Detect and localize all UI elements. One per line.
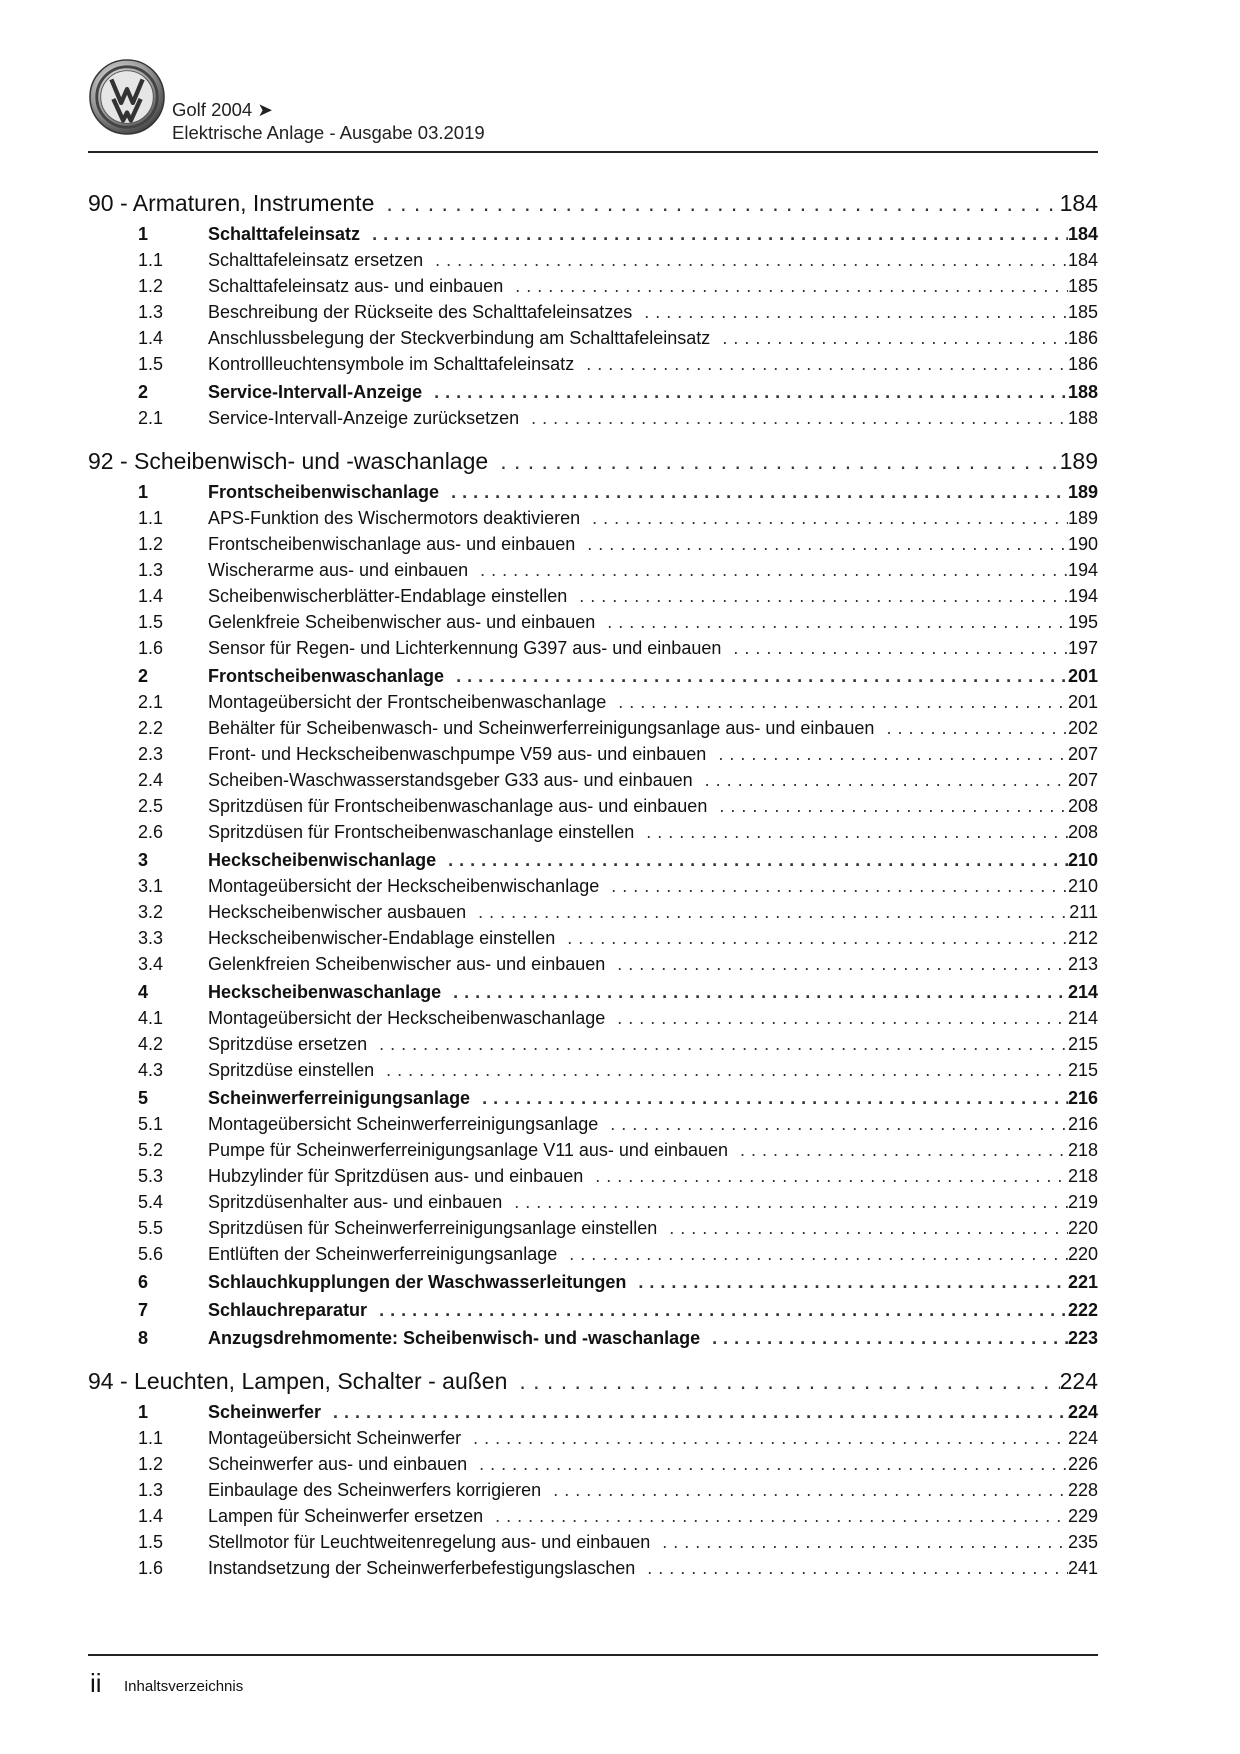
dot-leader (635, 1558, 1068, 1579)
dot-leader (693, 770, 1068, 791)
toc-entry-title: Scheibenwischerblätter-Endablage einstellen (208, 586, 568, 606)
toc-entry-number: 3.2 (138, 902, 164, 922)
dot-leader (466, 902, 1069, 923)
toc-entry-title: Anschlussbelegung der Steckverbindung am Schalttafeleinsatz (208, 328, 711, 348)
dot-leader (707, 796, 1068, 817)
toc-sub[interactable] (88, 354, 1098, 380)
toc-entry-number: 2.5 (138, 796, 164, 816)
toc-sub[interactable] (88, 1034, 1098, 1060)
dot-leader (483, 1506, 1068, 1527)
toc-sub[interactable] (88, 1244, 1098, 1270)
toc-sub[interactable] (88, 534, 1098, 560)
toc-sub[interactable] (88, 1454, 1098, 1480)
toc-entry-page: 221 (1067, 1272, 1098, 1292)
toc-entry-title: Montageübersicht der Frontscheibenwaschanlage (208, 692, 607, 712)
footer-label: Inhaltsverzeichnis (124, 1678, 244, 1695)
toc-entry-page: 226 (1067, 1454, 1098, 1474)
dot-leader (575, 534, 1068, 555)
toc-entry-number: 2.4 (138, 770, 164, 790)
toc-sub[interactable] (88, 822, 1098, 848)
toc-entry-page: 210 (1067, 850, 1098, 870)
toc-sub[interactable] (88, 1192, 1098, 1218)
toc-entry-page: 184 (1067, 224, 1098, 244)
toc-sub[interactable] (88, 408, 1098, 434)
toc-entry-title: Montageübersicht Scheinwerfer (208, 1428, 462, 1448)
toc-entry-page: 210 (1067, 876, 1098, 896)
toc-entry-title: Scheinwerfer (208, 1402, 322, 1422)
toc-entry-title: Spritzdüse ersetzen (208, 1034, 368, 1054)
toc-sub[interactable] (88, 770, 1098, 796)
toc-entry-page: 228 (1067, 1480, 1098, 1500)
dot-leader (574, 354, 1068, 375)
toc-entry-number: 7 (138, 1300, 149, 1320)
toc-entry-number: 2.1 (138, 408, 164, 428)
toc-entry-page: 214 (1067, 1008, 1098, 1028)
dot-leader (468, 560, 1068, 581)
toc-entry-number: 1.5 (138, 354, 164, 374)
toc-sub[interactable] (88, 1166, 1098, 1192)
dot-leader (374, 1060, 1068, 1081)
toc-sub[interactable] (88, 612, 1098, 638)
toc-sub[interactable] (88, 250, 1098, 276)
header-text (172, 98, 485, 144)
toc-chapter[interactable] (88, 190, 1098, 222)
toc-entry-title: Spritzdüse einstellen (208, 1060, 375, 1080)
toc-sub[interactable] (88, 954, 1098, 980)
toc-entry-title: Spritzdüsen für Scheinwerferreinigungsanlage einstellen (208, 1218, 658, 1238)
dot-leader (467, 1454, 1068, 1475)
toc-entry-title: Spritzdüsenhalter aus- und einbauen (208, 1192, 503, 1212)
toc-entry-title: Service-Intervall-Anzeige zurücksetzen (208, 408, 520, 428)
toc-entry-title: Lampen für Scheinwerfer ersetzen (208, 1506, 484, 1526)
footer-page-number: ii (90, 1668, 102, 1698)
toc-sub[interactable] (88, 718, 1098, 744)
toc-entry-number: 1.6 (138, 638, 164, 658)
toc-entry-page: 235 (1067, 1532, 1098, 1552)
dot-leader (557, 1244, 1068, 1265)
toc-entry-title: Scheiben-Waschwasserstandsgeber G33 aus- und einbauen (208, 770, 693, 790)
toc-chapter[interactable] (88, 448, 1098, 480)
toc-entry-title: Heckscheibenwaschanlage (208, 982, 442, 1002)
toc-entry-title: Montageübersicht der Heckscheibenwaschanlage (208, 1008, 606, 1028)
toc-entry-title: Scheinwerfer aus- und einbauen (208, 1454, 468, 1474)
dot-leader (488, 448, 1059, 475)
toc-sub[interactable] (88, 1428, 1098, 1454)
toc-entry-number: 2.6 (138, 822, 164, 842)
toc-entry-title: Montageübersicht der Heckscheibenwischanlage (208, 876, 600, 896)
toc-entry-number: 4 (138, 982, 149, 1002)
dot-leader (519, 408, 1068, 429)
toc-entry-page: 186 (1067, 328, 1098, 348)
toc-entry-number: 1 (138, 224, 149, 244)
toc-entry-title: Spritzdüsen für Frontscheibenwaschanlage einstellen (208, 822, 635, 842)
dot-leader (367, 1034, 1068, 1055)
toc-entry-page: 186 (1067, 354, 1098, 374)
toc-section[interactable] (88, 382, 1098, 408)
dot-leader (503, 276, 1068, 297)
toc-entry-number: 1.2 (138, 534, 164, 554)
dot-leader (583, 1166, 1068, 1187)
toc-sub[interactable] (88, 1114, 1098, 1140)
toc-entry-title: Sensor für Regen- und Lichterkennung G397 aus- und einbauen (208, 638, 722, 658)
toc-entry-number: 2.2 (138, 718, 164, 738)
toc-entry-page: 229 (1067, 1506, 1098, 1526)
toc-entry-title: Frontscheibenwischanlage (208, 482, 440, 502)
toc-entry-number: 5 (138, 1088, 149, 1108)
dot-leader (444, 666, 1068, 687)
toc-entry-title: Schalttafeleinsatz (208, 224, 361, 244)
toc-entry-page: 218 (1067, 1166, 1098, 1186)
toc-entry-number: 4.1 (138, 1008, 164, 1028)
vw-logo-icon (88, 58, 166, 136)
toc-entry-page: 220 (1067, 1218, 1098, 1238)
dot-leader (541, 1480, 1068, 1501)
toc-section[interactable] (88, 850, 1098, 876)
dot-leader (606, 692, 1068, 713)
dot-leader (634, 822, 1068, 843)
page-header (88, 58, 1098, 153)
toc-entry-page: 190 (1067, 534, 1098, 554)
toc-entry-page: 189 (1067, 482, 1098, 502)
toc-entry-page: 201 (1067, 666, 1098, 686)
toc-entry-title: Frontscheibenwaschanlage (208, 666, 445, 686)
page-footer (88, 1654, 1098, 1698)
toc-entry-page: 185 (1067, 276, 1098, 296)
toc-sub[interactable] (88, 560, 1098, 586)
toc-entry-page: 188 (1067, 408, 1098, 428)
toc-entry-number: 1 (138, 1402, 149, 1422)
toc-entry-number: 1.5 (138, 1532, 164, 1552)
toc-entry-title: Scheinwerferreinigungsanlage (208, 1088, 471, 1108)
toc-section[interactable] (88, 982, 1098, 1008)
toc-entry-title: Gelenkfreie Scheibenwischer aus- und einbauen (208, 612, 596, 632)
toc-entry-number: 1.1 (138, 1428, 164, 1448)
toc-sub[interactable] (88, 876, 1098, 902)
toc-entry-number: 1.1 (138, 508, 164, 528)
toc-entry-page: 223 (1067, 1328, 1098, 1348)
dot-leader (706, 744, 1068, 765)
dot-leader (367, 1300, 1068, 1321)
toc-entry-title: APS-Funktion des Wischermotors deaktivieren (208, 508, 581, 528)
toc-entry-number: 1.2 (138, 1454, 164, 1474)
toc-entry-page: 195 (1067, 612, 1098, 632)
toc-entry-page: 201 (1067, 692, 1098, 712)
toc-entry-number: 3.1 (138, 876, 164, 896)
toc-entry-number: 1.4 (138, 586, 164, 606)
toc-sub[interactable] (88, 508, 1098, 534)
toc-entry-number: 1.4 (138, 328, 164, 348)
toc-entry-title: Hubzylinder für Spritzdüsen aus- und einbauen (208, 1166, 584, 1186)
toc-entry-number: 5.1 (138, 1114, 164, 1134)
toc-entry-page: 241 (1067, 1558, 1098, 1578)
dot-leader (710, 328, 1068, 349)
dot-leader (423, 250, 1068, 271)
toc-section[interactable] (88, 1272, 1098, 1298)
toc-section[interactable] (88, 1402, 1098, 1428)
toc-section[interactable] (88, 1088, 1098, 1114)
toc-entry-page: 218 (1067, 1140, 1098, 1160)
toc-entry-page: 188 (1067, 382, 1098, 402)
toc-entry-title: Schalttafeleinsatz ersetzen (208, 250, 424, 270)
dot-leader (598, 1114, 1068, 1135)
toc-sub[interactable] (88, 1532, 1098, 1558)
toc-entry-title: Front- und Heckscheibenwaschpumpe V59 aus- und einbauen (208, 744, 707, 764)
toc-entry-number: 6 (138, 1272, 149, 1292)
toc-entry-number: 4.3 (138, 1060, 164, 1080)
toc-entry-number: 1.2 (138, 276, 164, 296)
toc-entry-page: 224 (1067, 1428, 1098, 1448)
toc-entry-title: Service-Intervall-Anzeige (208, 382, 423, 402)
toc-section[interactable] (88, 482, 1098, 508)
dot-leader (650, 1532, 1068, 1553)
toc-entry-number: 3 (138, 850, 149, 870)
toc-entry-title: Einbaulage des Scheinwerfers korrigieren (208, 1480, 542, 1500)
toc-entry-title: 94 - Leuchten, Lampen, Schalter - außen (88, 1368, 508, 1394)
toc-entry-number: 5.5 (138, 1218, 164, 1238)
toc-entry-title: Frontscheibenwischanlage aus- und einbauen (208, 534, 576, 554)
toc-entry-page: 215 (1067, 1060, 1098, 1080)
toc-entry-title: Instandsetzung der Scheinwerferbefestigungslaschen (208, 1558, 636, 1578)
toc-entry-title: Wischerarme aus- und einbauen (208, 560, 469, 580)
toc-entry-page: 224 (1059, 1368, 1098, 1394)
toc-sub[interactable] (88, 1060, 1098, 1086)
toc-entry-title: Schlauchkupplungen der Waschwasserleitungen (208, 1272, 627, 1292)
dot-leader (441, 982, 1068, 1003)
toc-sub[interactable] (88, 744, 1098, 770)
toc-sub[interactable] (88, 328, 1098, 354)
toc-entry-page: 213 (1067, 954, 1098, 974)
toc-entry-page: 184 (1059, 190, 1098, 216)
dot-leader (595, 612, 1068, 633)
toc-entry-title: Gelenkfreien Scheibenwischer aus- und einbauen (208, 954, 606, 974)
toc-entry-page: 189 (1067, 508, 1098, 528)
document-edition: Elektrische Anlage - Ausgabe 03.2019 (172, 122, 485, 143)
toc-sub[interactable] (88, 1558, 1098, 1584)
toc-entry-page: 224 (1067, 1402, 1098, 1422)
toc-entry-title: Entlüften der Scheinwerferreinigungsanlage (208, 1244, 558, 1264)
toc-entry-page: 211 (1069, 902, 1098, 922)
dot-leader (470, 1088, 1068, 1109)
toc-entry-title: Heckscheibenwischer-Endablage einstellen (208, 928, 556, 948)
toc-sub[interactable] (88, 928, 1098, 954)
toc-sub[interactable] (88, 796, 1098, 822)
dot-leader (555, 928, 1068, 949)
dot-leader (502, 1192, 1068, 1213)
toc-sub[interactable] (88, 276, 1098, 302)
toc-entry-number: 3.4 (138, 954, 164, 974)
toc-section[interactable] (88, 1328, 1098, 1354)
toc-sub[interactable] (88, 902, 1098, 928)
toc-entry-number: 5.4 (138, 1192, 164, 1212)
toc-entry-title: Schalttafeleinsatz aus- und einbauen (208, 276, 504, 296)
toc-section[interactable] (88, 666, 1098, 692)
dot-leader (374, 190, 1059, 217)
toc-section[interactable] (88, 224, 1098, 250)
toc-chapter[interactable] (88, 1368, 1098, 1400)
toc-entry-title: Montageübersicht Scheinwerferreinigungsanlage (208, 1114, 599, 1134)
toc-entry-page: 212 (1067, 928, 1098, 948)
toc-entry-number: 3.3 (138, 928, 164, 948)
dot-leader (567, 586, 1068, 607)
dot-leader (436, 850, 1068, 871)
toc-entry-page: 185 (1067, 302, 1098, 322)
toc-entry-page: 207 (1067, 744, 1098, 764)
table-of-contents (88, 190, 1098, 1584)
toc-entry-page: 214 (1067, 982, 1098, 1002)
toc-sub[interactable] (88, 1218, 1098, 1244)
toc-sub[interactable] (88, 586, 1098, 612)
toc-entry-page: 220 (1067, 1244, 1098, 1264)
toc-entry-number: 8 (138, 1328, 149, 1348)
toc-sub[interactable] (88, 692, 1098, 718)
toc-entry-number: 2 (138, 382, 149, 402)
toc-entry-page: 202 (1067, 718, 1098, 738)
toc-entry-page: 208 (1067, 796, 1098, 816)
toc-entry-number: 2 (138, 666, 149, 686)
toc-entry-page: 207 (1067, 770, 1098, 790)
toc-entry-number: 1.5 (138, 612, 164, 632)
toc-entry-page: 189 (1059, 448, 1098, 474)
dot-leader (580, 508, 1068, 529)
toc-entry-page: 216 (1067, 1088, 1098, 1108)
dot-leader (632, 302, 1068, 323)
toc-entry-page: 215 (1067, 1034, 1098, 1054)
toc-entry-title: Kontrollleuchtensymbole im Schalttafeleinsatz (208, 354, 575, 374)
toc-entry-page: 222 (1067, 1300, 1098, 1320)
toc-entry-page: 197 (1067, 638, 1098, 658)
document-title: Golf 2004 ➤ (172, 99, 273, 120)
toc-entry-number: 1.6 (138, 1558, 164, 1578)
toc-sub[interactable] (88, 302, 1098, 328)
dot-leader (605, 1008, 1068, 1029)
dot-leader (439, 482, 1068, 503)
dot-leader (605, 954, 1068, 975)
dot-leader (461, 1428, 1068, 1449)
toc-entry-number: 1.3 (138, 1480, 164, 1500)
toc-entry-page: 208 (1067, 822, 1098, 842)
toc-entry-title: Beschreibung der Rückseite des Schalttafeleinsatzes (208, 302, 633, 322)
toc-entry-number: 5.3 (138, 1166, 164, 1186)
toc-sub[interactable] (88, 1480, 1098, 1506)
dot-leader (657, 1218, 1068, 1239)
toc-entry-number: 2.1 (138, 692, 164, 712)
toc-entry-number: 2.3 (138, 744, 164, 764)
dot-leader (626, 1272, 1068, 1293)
dot-leader (700, 1328, 1068, 1349)
toc-entry-title: Spritzdüsen für Frontscheibenwaschanlage aus- und einbauen (208, 796, 708, 816)
toc-entry-title: Pumpe für Scheinwerferreinigungsanlage V11 aus- und einbauen (208, 1140, 729, 1160)
toc-entry-title: 92 - Scheibenwisch- und -waschanlage (88, 448, 489, 474)
dot-leader (360, 224, 1068, 245)
toc-entry-number: 1 (138, 482, 149, 502)
toc-entry-title: 90 - Armaturen, Instrumente (88, 190, 375, 216)
toc-sub[interactable] (88, 1506, 1098, 1532)
dot-leader (874, 718, 1068, 739)
toc-entry-number: 5.6 (138, 1244, 164, 1264)
dot-leader (728, 1140, 1068, 1161)
toc-entry-page: 194 (1067, 560, 1098, 580)
toc-entry-title: Heckscheibenwischanlage (208, 850, 437, 870)
toc-sub[interactable] (88, 1140, 1098, 1166)
toc-entry-number: 1.1 (138, 250, 164, 270)
toc-sub[interactable] (88, 1008, 1098, 1034)
toc-entry-page: 219 (1067, 1192, 1098, 1212)
dot-leader (321, 1402, 1068, 1423)
toc-entry-page: 194 (1067, 586, 1098, 606)
dot-leader (507, 1368, 1059, 1395)
dot-leader (422, 382, 1068, 403)
dot-leader (599, 876, 1068, 897)
toc-entry-number: 1.3 (138, 560, 164, 580)
toc-entry-page: 184 (1067, 250, 1098, 270)
toc-section[interactable] (88, 1300, 1098, 1326)
toc-sub[interactable] (88, 638, 1098, 664)
toc-entry-title: Anzugsdrehmomente: Scheibenwisch- und -waschanlage (208, 1328, 701, 1348)
toc-entry-page: 216 (1067, 1114, 1098, 1134)
toc-entry-number: 1.3 (138, 302, 164, 322)
toc-entry-title: Behälter für Scheibenwasch- und Scheinwerferreinigungsanlage aus- und einbauen (208, 718, 875, 738)
toc-entry-number: 5.2 (138, 1140, 164, 1160)
toc-entry-title: Stellmotor für Leuchtweitenregelung aus- und einbauen (208, 1532, 651, 1552)
toc-entry-title: Heckscheibenwischer ausbauen (208, 902, 467, 922)
dot-leader (721, 638, 1068, 659)
toc-entry-number: 1.4 (138, 1506, 164, 1526)
toc-entry-title: Schlauchreparatur (208, 1300, 368, 1320)
toc-entry-number: 4.2 (138, 1034, 164, 1054)
